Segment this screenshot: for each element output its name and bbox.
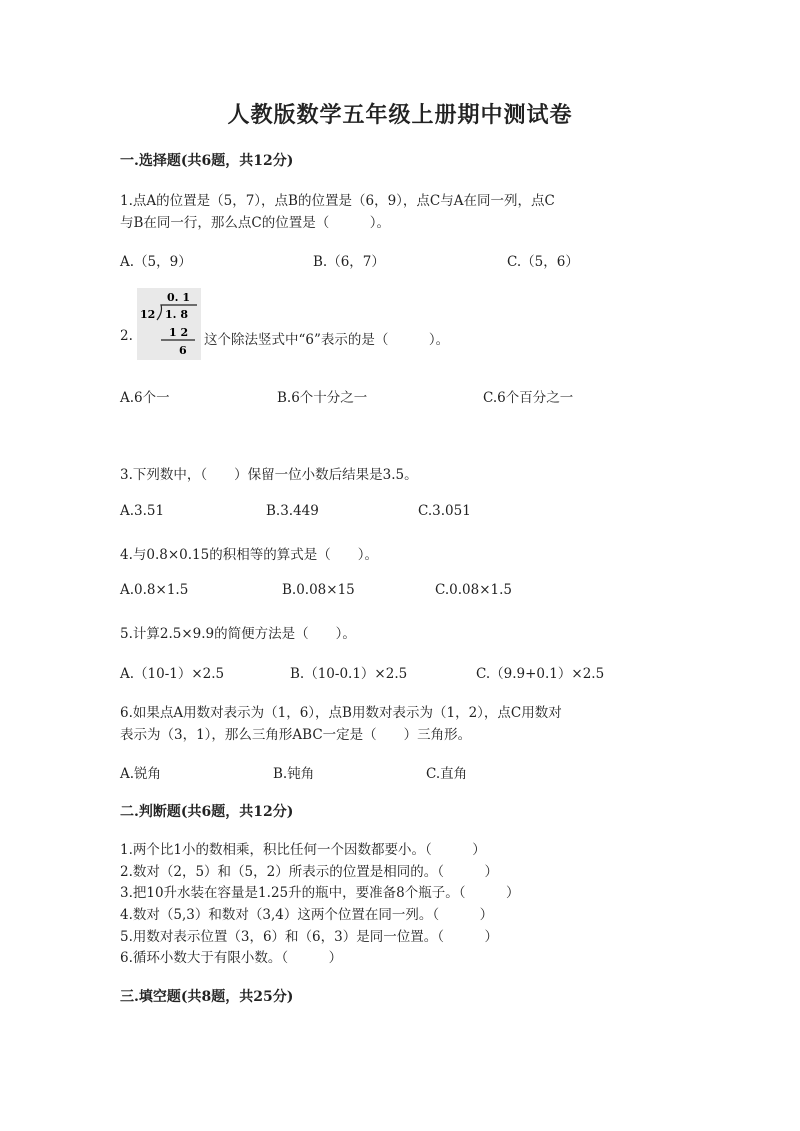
- judge-item: 6.循环小数大于有限小数。（ ）: [120, 950, 343, 966]
- long-division-svg: [137, 288, 201, 360]
- section-judge-heading: 二.判断题(共6题，共12分): [120, 804, 294, 820]
- page-title: 人教版数学五年级上册期中测试卷: [227, 102, 573, 128]
- question-2-number: 2.: [120, 328, 133, 344]
- question-2: [120, 288, 680, 360]
- division-quotient: 0. 1: [167, 291, 190, 304]
- judge-item: 2.数对（2，5）和（5，2）所表示的位置是相同的。（ ）: [120, 864, 498, 880]
- division-divisor: 12: [140, 308, 156, 321]
- question-4-option-a[interactable]: A.0.8×1.5: [120, 582, 189, 598]
- judge-item: 5.用数对表示位置（3，6）和（6，3）是同一位置。（ ）: [120, 929, 498, 945]
- question-1-line-2: 与B在同一行，那么点C的位置是（ ）。: [120, 215, 390, 231]
- question-4-text: 4.与0.8×0.15的积相等的算式是（ ）。: [120, 547, 378, 563]
- question-5-text: 5.计算2.5×9.9的简便方法是（ ）。: [120, 626, 356, 642]
- question-2-option-b[interactable]: B.6个十分之一: [277, 390, 368, 406]
- division-remainder: 6: [179, 344, 187, 357]
- question-6-line-1: 6.如果点A用数对表示为（1，6），点B用数对表示为（1，2），点C用数对: [120, 705, 562, 721]
- question-1-option-a[interactable]: A.（5，9）: [120, 254, 192, 270]
- question-5-option-c[interactable]: C.（9.9+0.1）×2.5: [476, 666, 605, 682]
- question-1-option-b[interactable]: B.（6，7）: [313, 254, 385, 270]
- long-division-figure: [137, 288, 201, 360]
- question-6-option-c[interactable]: C.直角: [426, 766, 468, 782]
- question-2-text: 这个除法竖式中“6”表示的是（ ）。: [204, 332, 450, 348]
- question-1-line-1: 1.点A的位置是（5，7），点B的位置是（6，9），点C与A在同一列，点C: [120, 193, 555, 209]
- judge-item: 3.把10升水装在容量是1.25升的瓶中，要准备8个瓶子。（ ）: [120, 885, 520, 901]
- question-2-option-c[interactable]: C.6个百分之一: [483, 390, 574, 406]
- question-3-option-a[interactable]: A.3.51: [120, 503, 165, 519]
- division-product: 1 2: [169, 326, 189, 339]
- question-6-line-2: 表示为（3，1），那么三角形ABC一定是（ ）三角形。: [120, 727, 472, 743]
- question-4-option-c[interactable]: C.0.08×1.5: [435, 582, 512, 598]
- division-dividend: 1. 8: [165, 308, 188, 321]
- section-choice-heading: 一.选择题(共6题，共12分): [120, 153, 294, 169]
- question-3-option-c[interactable]: C.3.051: [418, 503, 471, 519]
- judge-item: 1.两个比1小的数相乘，积比任何一个因数都要小。（ ）: [120, 842, 486, 858]
- question-6-option-a[interactable]: A.锐角: [120, 766, 162, 782]
- question-3-option-b[interactable]: B.3.449: [266, 503, 319, 519]
- question-4-option-b[interactable]: B.0.08×15: [282, 582, 355, 598]
- question-1-option-c[interactable]: C.（5，6）: [507, 254, 579, 270]
- question-6-option-b[interactable]: B.钝角: [273, 766, 315, 782]
- section-fill-heading: 三.填空题(共8题，共25分): [120, 989, 294, 1005]
- judge-item: 4.数对（5,3）和数对（3,4）这两个位置在同一列。（ ）: [120, 907, 494, 923]
- question-5-option-a[interactable]: A.（10-1）×2.5: [120, 666, 225, 682]
- question-5-option-b[interactable]: B.（10-0.1）×2.5: [290, 666, 408, 682]
- question-3-text: 3.下列数中，（ ）保留一位小数后结果是3.5。: [120, 467, 418, 483]
- question-2-option-a[interactable]: A.6个一: [120, 390, 170, 406]
